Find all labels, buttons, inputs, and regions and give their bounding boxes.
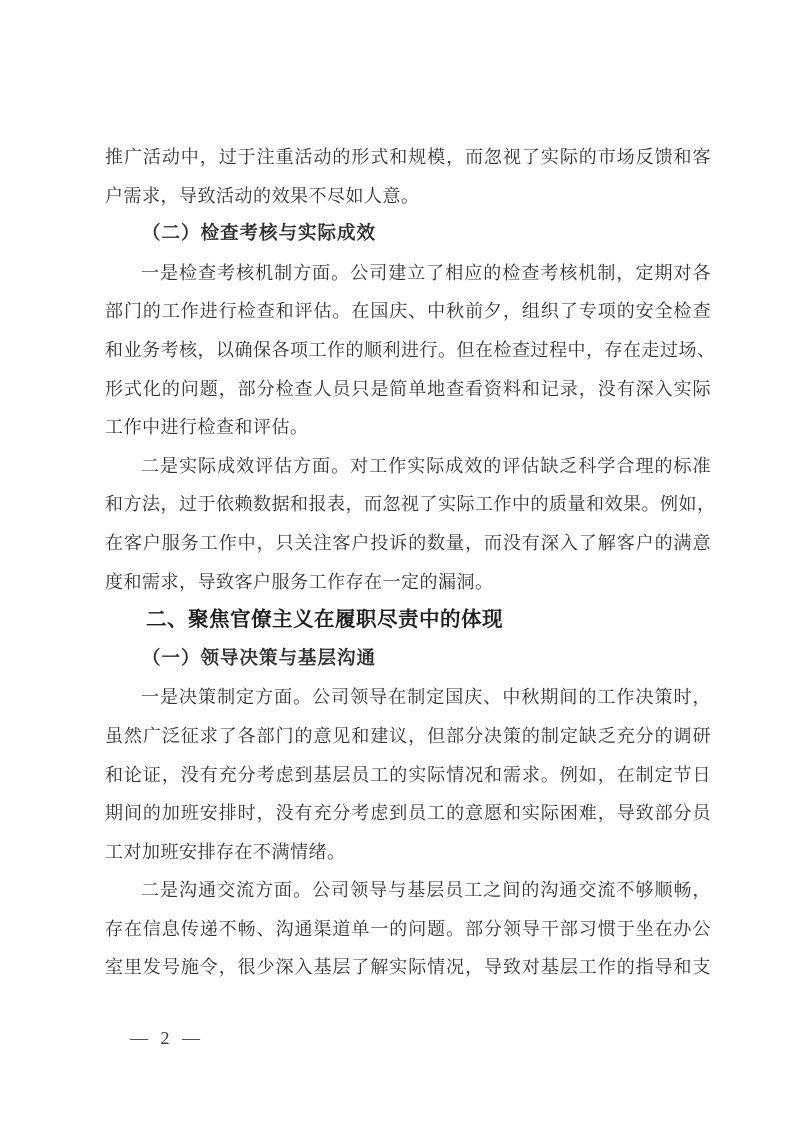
- document-body: [105, 138, 716, 987]
- text-line: 室里发号施令，很少深入基层了解实际情况，导致对基层工作的指导和支: [105, 957, 711, 978]
- text-line: 和方法，过于依赖数据和报表，而忽视了实际工作中的质量和效果。例如，: [105, 494, 716, 515]
- text-line: 推广活动中，过于注重活动的形式和规模，而忽视了实际的市场反馈和客: [105, 147, 711, 167]
- text-line: 一是决策制定方面。公司领导在制定国庆、中秋期间的工作决策时，: [141, 687, 711, 708]
- text-line: 部门的工作进行检查和评估。在国庆、中秋前夕，组织了专项的安全检查: [105, 301, 711, 322]
- text-line: 期间的加班安排时，没有充分考虑到员工的意愿和实际困难，导致部分员: [105, 803, 711, 824]
- text-line: 工对加班安排存在不满情绪。: [105, 841, 346, 862]
- text-line: 度和需求，导致客户服务工作存在一定的漏洞。: [105, 571, 494, 592]
- section-heading-secondary: （一）领导决策与基层沟通: [142, 648, 377, 669]
- text-line: 二是实际成效评估方面。对工作实际成效的评估缺乏科学合理的标准: [141, 455, 711, 476]
- section-heading-primary: 二、聚焦官僚主义在履职尽责中的体现: [146, 608, 503, 632]
- text-line: 在客户服务工作中，只关注客户投诉的数量，而没有深入了解客户的满意: [105, 532, 711, 553]
- text-line: 和论证，没有充分考虑到基层员工的实际情况和需求。例如，在制定节日: [105, 764, 711, 785]
- text-line: 和业务考核，以确保各项工作的顺利进行。但在检查过程中，存在走过场、: [105, 339, 716, 360]
- page-number: — 2 —: [130, 1028, 204, 1048]
- text-line: 形式化的问题，部分检查人员只是简单地查看资料和记录，没有深入实际: [105, 378, 711, 399]
- text-line: 存在信息传递不畅、沟通渠道单一的问题。部分领导干部习惯于坐在办公: [105, 918, 711, 939]
- text-line: 虽然广泛征求了各部门的意见和建议，但部分决策的制定缺乏充分的调研: [105, 725, 711, 746]
- section-heading-secondary: （二）检查考核与实际成效: [142, 224, 377, 245]
- text-line: 一是检查考核机制方面。公司建立了相应的检查考核机制，定期对各: [141, 262, 711, 283]
- text-line: 工作中进行检查和评估。: [105, 417, 309, 438]
- text-line: 户需求，导致活动的效果不尽如人意。: [105, 185, 420, 206]
- text-line: 二是沟通交流方面。公司领导与基层员工之间的沟通交流不够顺畅，: [141, 880, 711, 901]
